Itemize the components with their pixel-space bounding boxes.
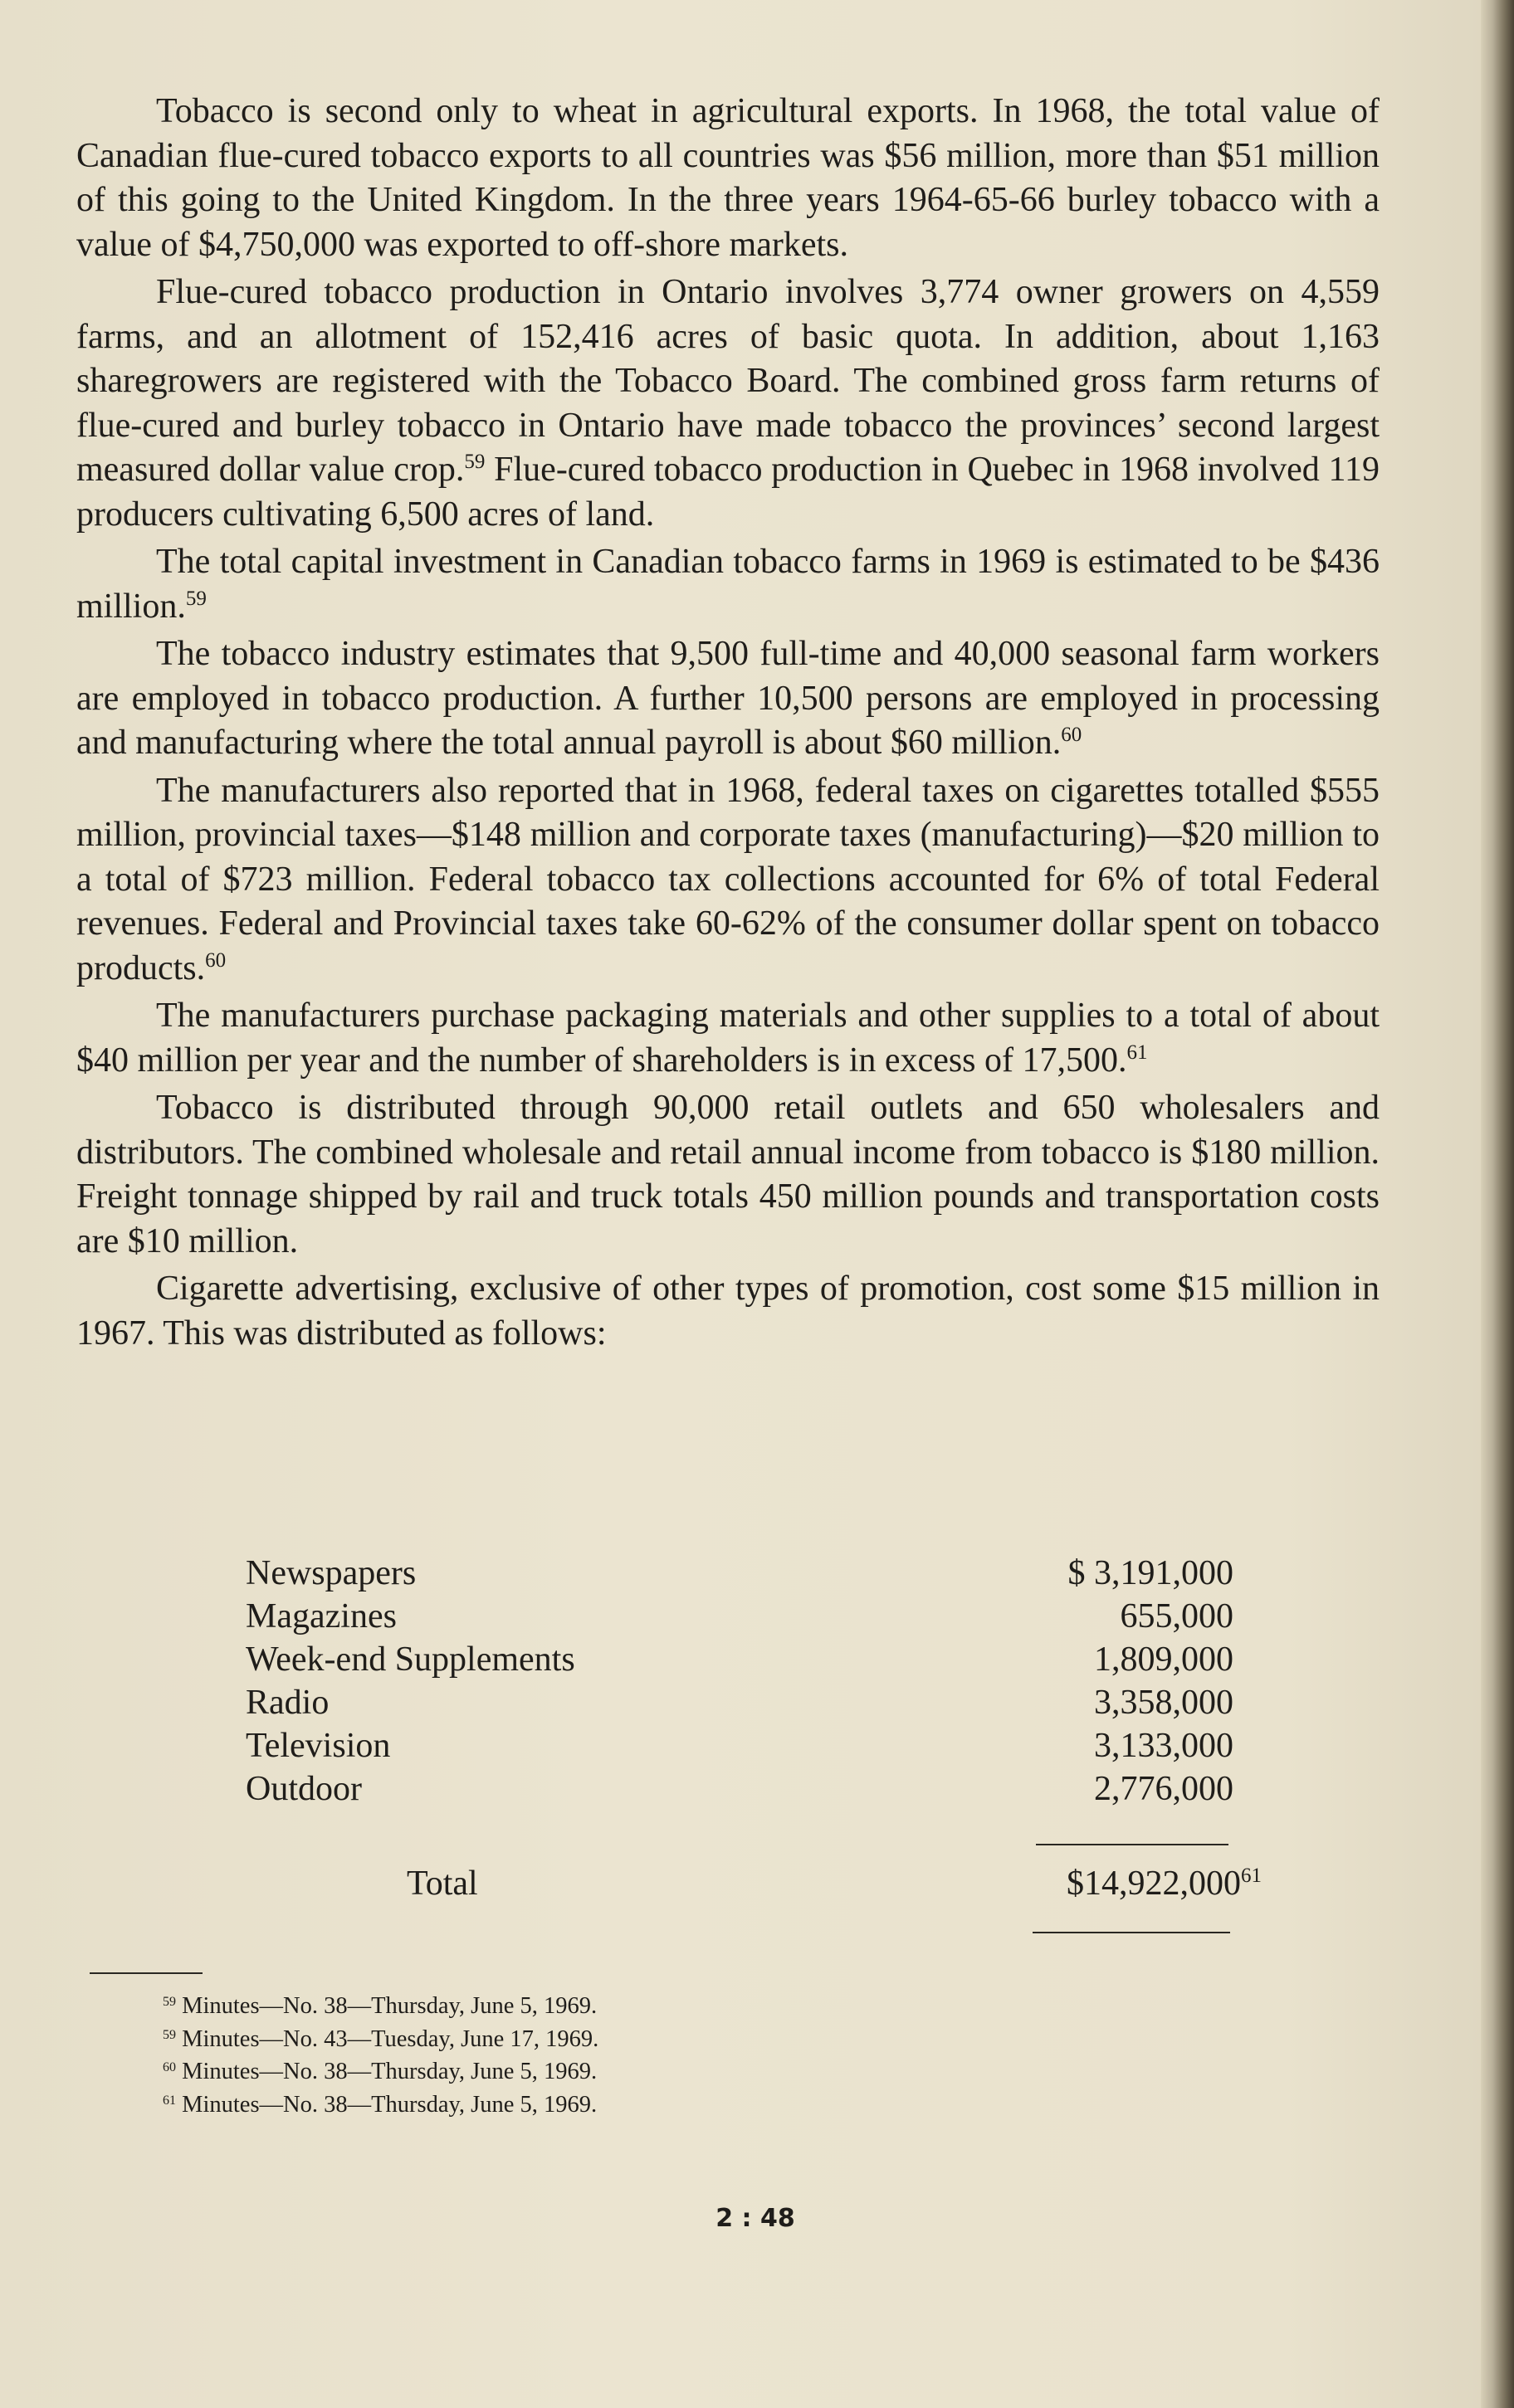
footnote-ref: 61 [1241, 1864, 1262, 1887]
footnote-mark: 59 [163, 2027, 176, 2042]
footnote-ref: 59 [185, 587, 207, 610]
total-rule [1033, 1932, 1230, 1933]
advertising-table [246, 1553, 1233, 1812]
footnote-mark: 60 [163, 2060, 176, 2074]
footnote-ref: 60 [205, 948, 227, 972]
table-row-label: Magazines [246, 1597, 397, 1635]
table-row-amount: 655,000 [1120, 1597, 1233, 1635]
table-row-amount: $ 3,191,000 [1067, 1554, 1233, 1592]
table-row [246, 1640, 1233, 1683]
footnote: $^{59}$ Minutes—No. 43—Tuesday, June 17, 1969. [163, 2025, 599, 2052]
paragraph: The tobacco industry estimates that 9,500 full-time and 40,000 seasonal farm workers are employed in tobacco production. A further 10,500 persons are employed in processing and manufacturing where the total annual payroll is about $60 million.$^{60}$ [76, 635, 1380, 762]
table-row-amount: 3,133,000 [1094, 1727, 1233, 1765]
footnote-ref: 60 [1061, 724, 1082, 746]
table-row [246, 1726, 1233, 1769]
footnote: $^{60}$ Minutes—No. 38—Thursday, June 5, 1969. [163, 2059, 598, 2084]
table-row-amount: 2,776,000 [1094, 1770, 1233, 1808]
paragraph: Tobacco is second only to wheat in agricultural exports. In 1968, the total value of Canadian flue-cured tobacco exports to all countries was $56 million, more than $51 million of this going to the United Kingdom. In the three years 1964-65-66 burley tobacco with a value of $4,750,000 was exported to off-shore markets. [76, 92, 1380, 264]
footnote-ref: 59 [464, 451, 486, 473]
footnote-mark: 61 [163, 2093, 176, 2108]
body-text [76, 90, 1380, 1359]
paragraph: Cigarette advertising, exclusive of other types of promotion, cost some $15 million in 1967. This was distributed as follows: [76, 1270, 1380, 1353]
total-amount: $14,922,000$^{61}$ [1067, 1864, 1262, 1903]
table-row-label: Television [246, 1727, 391, 1765]
page-number: 2 : 48 [715, 2204, 795, 2233]
footnote: $^{61}$ Minutes—No. 38—Thursday, June 5, 1969. [163, 2091, 598, 2118]
paragraph: The total capital investment in Canadian tobacco farms in 1969 is estimated to be $436 million.$^{59}$ [76, 543, 1380, 626]
table-row [246, 1769, 1233, 1812]
footnote-mark: 59 [163, 1995, 176, 2009]
book-spine-shadow [1481, 0, 1514, 2408]
paragraph: The manufacturers purchase packaging materials and other supplies to a total of about $40 million per year and the number of shareholders is in excess of 17,500.61 [76, 997, 1380, 1080]
table-row-label: Radio [246, 1684, 330, 1722]
table-row-amount: 1,809,000 [1094, 1640, 1233, 1679]
paragraph: Flue-cured tobacco production in Ontario involves 3,774 owner growers on 4,559 farms, and an allotment of 152,416 acres of basic quota. In addition, about 1,163 sharegrowers are registered with the Tobacco Board. The combined gross farm returns of flue-cured and burley tobacco in Ontario have made tobacco the provinces’ second largest measured dollar value crop.$^{59}$ Flue-cured tobacco production in Quebec in 1968 involved 119 producers cultivating 6,500 acres of land. [76, 273, 1380, 534]
table-row-label: Newspapers [246, 1554, 417, 1592]
total-label: Total [407, 1864, 478, 1903]
table-row-amount: 3,358,000 [1094, 1684, 1233, 1722]
paragraph: The manufacturers also reported that in 1968, federal taxes on cigarettes totalled $555 million, provincial taxes—$148 million and corporate taxes (manufacturing)—$20 million to a total of $723 million. Federal tobacco tax collections accounted for 6% of total Federal revenues. Federal and Provincial taxes take 60-62% of the consumer dollar spent on tobacco products.$^{60}$ [76, 771, 1380, 987]
table-row [246, 1683, 1233, 1726]
table-row-label: Week-end Supplements [246, 1640, 575, 1679]
total-row [246, 1864, 1262, 1910]
table-row [246, 1596, 1233, 1640]
footnote-ref: 61 [1126, 1041, 1148, 1064]
table-row [246, 1553, 1233, 1596]
table-row-label: Outdoor [246, 1770, 362, 1808]
footnote-separator [90, 1972, 203, 1974]
footnote: $^{59}$ Minutes—No. 38—Thursday, June 5, 1969. [163, 1993, 598, 2019]
subtotal-rule [1036, 1844, 1228, 1845]
paragraph: Tobacco is distributed through 90,000 retail outlets and 650 wholesalers and distributors. The combined wholesale and retail annual income from tobacco is $180 million. Freight tonnage shipped by rail and truck totals 450 million pounds and transportation costs are $10 million. [76, 1089, 1380, 1260]
footnotes [163, 1990, 910, 2121]
